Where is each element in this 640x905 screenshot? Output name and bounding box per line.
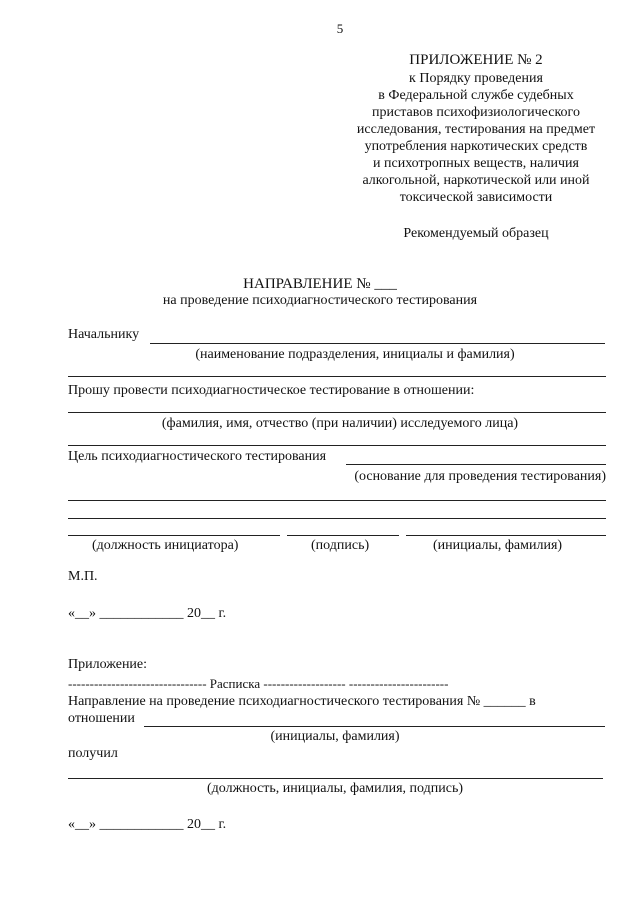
appendix-line: к Порядку проведения <box>409 71 543 86</box>
appendix-line: токсической зависимости <box>399 190 553 205</box>
to-field-continued[interactable] <box>68 376 606 377</box>
form-title: НАПРАВЛЕНИЕ № ___ <box>243 276 397 292</box>
receipt-person-field[interactable] <box>144 726 605 727</box>
receipt-date: «__» ____________ 20__ г. <box>68 817 227 832</box>
initials-hint: (инициалы, фамилия) <box>433 538 563 553</box>
purpose-field-continued[interactable] <box>68 518 606 519</box>
form-subtitle: на проведение психодиагностического тестирования <box>162 293 478 308</box>
to-field[interactable] <box>150 343 605 344</box>
purpose-hint: (основание для проведения тестирования) <box>354 469 606 484</box>
signer-hint: (должность, инициалы, фамилия, подпись) <box>206 781 464 796</box>
purpose-label: Цель психодиагностического тестирования <box>68 449 327 464</box>
receipt-heading: -------------------------------- Расписка ------------------- ----------------------- <box>68 676 449 691</box>
signature-field[interactable] <box>287 535 399 536</box>
appendix-line: и психотропных веществ, наличия <box>373 156 579 171</box>
appendix-line: алкогольной, наркотической или иной <box>362 173 590 188</box>
position-hint: (должность инициатора) <box>92 538 239 553</box>
sample-note: Рекомендуемый образец <box>403 226 549 241</box>
received-label: получил <box>68 746 118 761</box>
person-field[interactable] <box>68 412 606 413</box>
attachment-label: Приложение: <box>68 657 148 672</box>
to-label: Начальнику <box>68 327 140 342</box>
page-number: 5 <box>336 21 344 36</box>
appendix-line: в Федеральной службе судебных <box>378 88 574 103</box>
purpose-field[interactable] <box>346 464 606 465</box>
appendix-title: ПРИЛОЖЕНИЕ № 2 <box>409 52 543 68</box>
person-field-continued[interactable] <box>68 445 606 446</box>
to-hint: (наименование подразделения, инициалы и фамилия) <box>195 347 515 362</box>
receipt-text: Направление на проведение психодиагностического тестирования № ______ в <box>68 694 536 709</box>
appendix-line: употребления наркотических средств <box>364 139 588 154</box>
form-date: «__» ____________ 20__ г. <box>68 606 227 621</box>
receipt-text: отношении <box>68 711 135 726</box>
person-hint: (фамилия, имя, отчество (при наличии) исследуемого лица) <box>161 416 519 431</box>
signer-field[interactable] <box>68 778 603 779</box>
stamp-place: М.П. <box>68 569 98 584</box>
request-text: Прошу провести психодиагностическое тестирование в отношении: <box>68 383 475 398</box>
appendix-line: приставов психофизиологического <box>372 105 580 120</box>
initials-field[interactable] <box>406 535 606 536</box>
receipt-hint: (инициалы, фамилия) <box>270 729 400 744</box>
initiator-position-field[interactable] <box>68 535 280 536</box>
signature-hint: (подпись) <box>311 538 370 553</box>
purpose-field-continued[interactable] <box>68 500 606 501</box>
appendix-line: исследования, тестирования на предмет <box>356 122 596 137</box>
